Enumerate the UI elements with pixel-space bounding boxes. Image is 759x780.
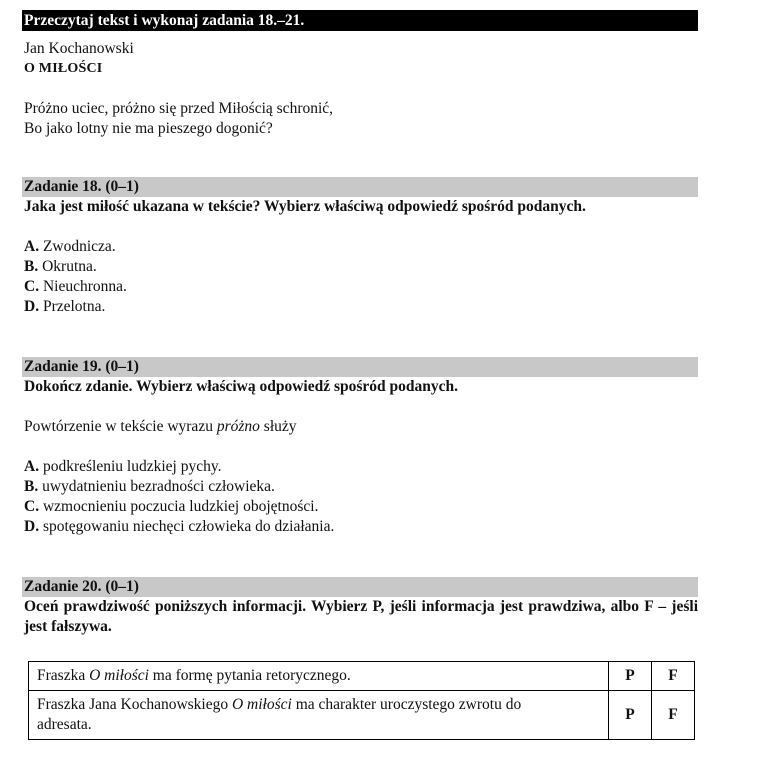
answer-p[interactable]: P [609, 691, 652, 740]
task-18-options [22, 237, 698, 317]
exam-page [22, 8, 698, 740]
task-19-options [22, 457, 698, 537]
poem-author: Jan Kochanowski [24, 40, 134, 57]
task-18-option-c[interactable]: C. Nieuchronna. [24, 278, 127, 295]
task-18-option-b[interactable]: B. Okrutna. [24, 258, 97, 275]
task-19-stem: Powtórzenie w tekście wyrazu próżno służy [24, 418, 297, 435]
task-19-option-a[interactable]: A. podkreśleniu ludzkiej pychy. [24, 458, 222, 475]
task-20-heading: Zadanie 20. (0–1) [22, 577, 698, 597]
section-header: Przeczytaj tekst i wykonaj zadania 18.–21. [22, 10, 698, 31]
task-19-option-b[interactable]: B. uwydatnieniu bezradności człowieka. [24, 478, 275, 495]
answer-f[interactable]: F [652, 691, 695, 740]
task-19-option-d[interactable]: D. spotęgowaniu niechęci człowieka do działania. [24, 518, 335, 535]
answer-f[interactable]: F [652, 662, 695, 691]
table-row [29, 662, 695, 691]
answer-p[interactable]: P [609, 662, 652, 691]
task-19-option-c[interactable]: C. wzmocnieniu poczucia ludzkiej obojętności. [24, 498, 319, 515]
poem-line: Bo jako lotny nie ma pieszego dogonić? [24, 120, 273, 137]
table-row [29, 691, 695, 740]
poem-line: Próżno uciec, próżno się przed Miłością schronić, [24, 100, 334, 117]
task-18-option-d[interactable]: D. Przelotna. [24, 298, 106, 315]
statement-cell: Fraszka O miłości ma formę pytania retorycznego. [29, 662, 609, 691]
poem-title: O MIŁOŚCI [24, 61, 103, 76]
task-19-instruction: Dokończ zdanie. Wybierz właściwą odpowiedź spośród podanych. [24, 378, 459, 395]
task-18-heading: Zadanie 18. (0–1) [22, 177, 698, 197]
task-18-option-a[interactable]: A. Zwodnicza. [24, 238, 116, 255]
poem-text [22, 99, 698, 139]
task-20-instruction: Oceń prawdziwość poniższych informacji. Wybierz P, jeśli informacja jest prawdziwa, albo F – jeśli jest fałszywa. [24, 598, 698, 635]
statement-cell: Fraszka Jana Kochanowskiego O miłości ma charakter uroczystego zwrotu do adresata. [29, 691, 609, 740]
task-18-instruction: Jaka jest miłość ukazana w tekście? Wybierz właściwą odpowiedź spośród podanych. [24, 198, 586, 215]
task-19-heading: Zadanie 19. (0–1) [22, 357, 698, 377]
true-false-table [28, 661, 695, 740]
